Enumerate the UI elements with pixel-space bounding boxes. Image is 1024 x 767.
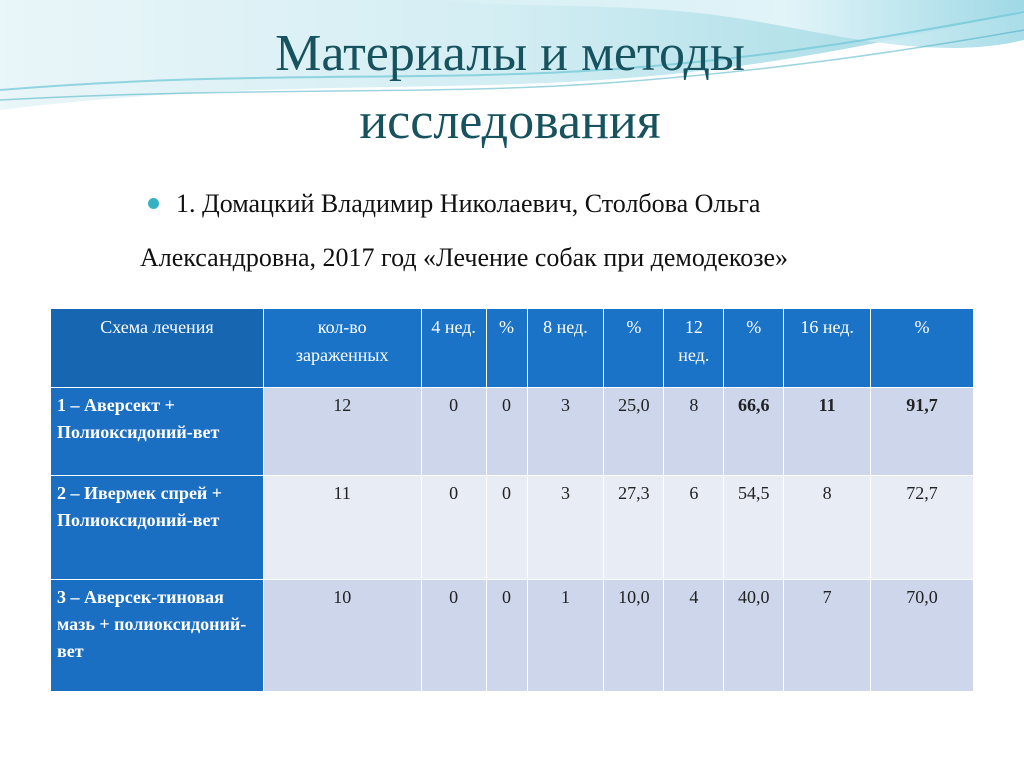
cell-week-16: 11 — [784, 388, 871, 476]
citation-line-1: 1. Домацкий Владимир Николаевич, Столбова Ольга — [176, 189, 761, 218]
header-percent-4: % — [486, 309, 527, 388]
cell-week-12: 6 — [664, 476, 724, 580]
table-header-row — [51, 309, 974, 388]
cell-percent-4: 0 — [486, 476, 527, 580]
cell-percent-16: 70,0 — [871, 580, 974, 692]
cell-week-12: 4 — [664, 580, 724, 692]
cell-percent-4: 0 — [486, 388, 527, 476]
cell-week-16: 8 — [784, 476, 871, 580]
citation-bullet — [140, 184, 980, 278]
bullet-dot-icon — [148, 198, 159, 209]
cell-week-8: 3 — [527, 388, 604, 476]
cell-week-12: 8 — [664, 388, 724, 476]
citation-line-2: Александровна, 2017 год «Лечение собак при демодекозе» — [140, 243, 789, 272]
results-table — [50, 308, 974, 692]
header-week-8: 8 нед. — [527, 309, 604, 388]
cell-percent-16: 72,7 — [871, 476, 974, 580]
header-scheme: Схема лечения — [51, 309, 264, 388]
cell-week-16: 7 — [784, 580, 871, 692]
cell-week-4: 0 — [421, 388, 486, 476]
cell-infected: 11 — [263, 476, 421, 580]
header-percent-12: % — [724, 309, 784, 388]
cell-infected: 10 — [263, 580, 421, 692]
header-percent-8: % — [604, 309, 664, 388]
cell-week-8: 1 — [527, 580, 604, 692]
header-week-16: 16 нед. — [784, 309, 871, 388]
cell-percent-16: 91,7 — [871, 388, 974, 476]
row-scheme: 2 – Ивермек спрей + Полиоксидоний-вет — [51, 476, 264, 580]
citation-line-1-wrapper — [140, 184, 980, 224]
row-scheme: 1 – Аверсект + Полиоксидоний-вет — [51, 388, 264, 476]
cell-percent-12: 40,0 — [724, 580, 784, 692]
cell-week-4: 0 — [421, 580, 486, 692]
cell-percent-4: 0 — [486, 580, 527, 692]
table-row — [51, 476, 974, 580]
header-percent-16: % — [871, 309, 974, 388]
header-week-12: 12 нед. — [664, 309, 724, 388]
table-row — [51, 388, 974, 476]
cell-week-8: 3 — [527, 476, 604, 580]
cell-week-4: 0 — [421, 476, 486, 580]
cell-percent-12: 54,5 — [724, 476, 784, 580]
cell-percent-12: 66,6 — [724, 388, 784, 476]
title-line-1: Материалы и методы — [275, 25, 745, 82]
header-week-4: 4 нед. — [421, 309, 486, 388]
row-scheme: 3 – Аверсек-тиновая мазь + полиоксидоний-вет — [51, 580, 264, 692]
cell-percent-8: 27,3 — [604, 476, 664, 580]
page-title — [140, 20, 880, 156]
cell-infected: 12 — [263, 388, 421, 476]
title-line-2: исследования — [359, 93, 661, 150]
header-infected-count: кол-во зараженных — [263, 309, 421, 388]
cell-percent-8: 10,0 — [604, 580, 664, 692]
table-row — [51, 580, 974, 692]
cell-percent-8: 25,0 — [604, 388, 664, 476]
